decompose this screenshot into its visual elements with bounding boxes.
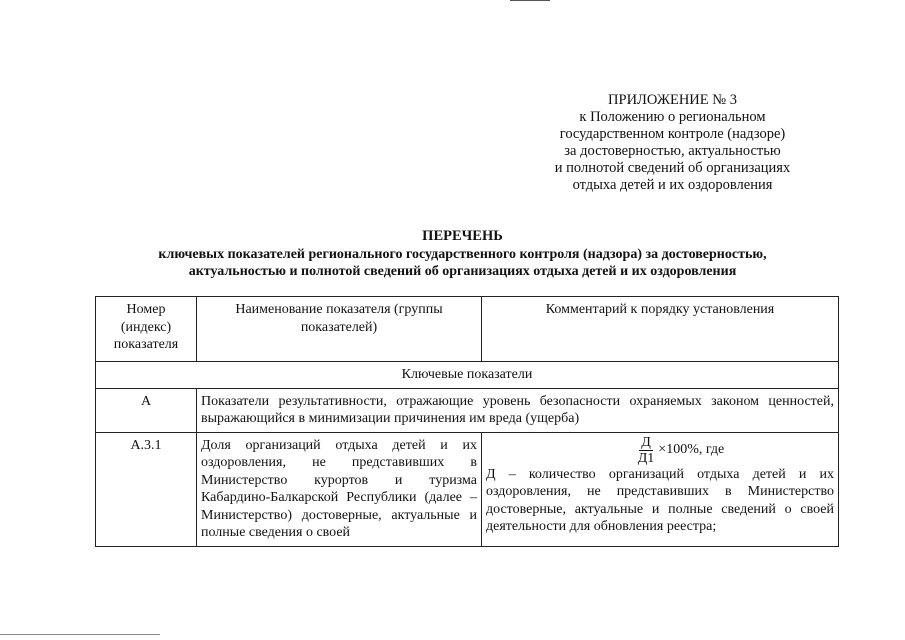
header-index: Номер (индекс) показателя bbox=[96, 297, 197, 362]
row-index: А.3.1 bbox=[96, 432, 197, 546]
page-bottom-mark bbox=[0, 634, 160, 636]
row-text: Показатели результативности, отражающие уровень безопасности охраняемых законом ценностей, выражающийся в минимизации причинения им вреда (ущерба) bbox=[197, 388, 839, 432]
section-title: Ключевые показатели bbox=[96, 362, 839, 389]
formula bbox=[486, 435, 834, 466]
page-top-mark bbox=[510, 0, 550, 4]
table-header-row bbox=[96, 297, 839, 362]
row-comment-cell bbox=[482, 432, 839, 546]
section-row bbox=[96, 362, 839, 389]
title-subline: актуальностью и полнотой сведений об организациях отдыха детей и их оздоровления bbox=[188, 264, 737, 279]
formula-fraction bbox=[636, 435, 657, 466]
appendix-line: и полнотой сведений об организациях bbox=[554, 160, 791, 176]
table-row bbox=[96, 432, 839, 546]
formula-denominator: Д1 bbox=[637, 450, 655, 466]
appendix-header bbox=[540, 92, 805, 194]
table-row bbox=[96, 388, 839, 432]
indicators-table bbox=[95, 296, 839, 547]
appendix-line: ПРИЛОЖЕНИЕ № 3 bbox=[608, 92, 737, 108]
formula-numerator: Д bbox=[641, 434, 651, 450]
row-comment: Д – количество организаций отдыха детей и их оздоровления, не представивших в Министерство достоверные, актуальные и полные сведений о своей деятельности для обновления реестра; bbox=[486, 466, 834, 534]
appendix-line: государственном контроле (надзоре) bbox=[559, 126, 786, 142]
formula-suffix: ×100%, где bbox=[658, 442, 725, 458]
title-subline: ключевых показателей регионального государственного контроля (надзора) за достоверностью, bbox=[158, 246, 767, 262]
header-comment: Комментарий к порядку установления bbox=[482, 297, 839, 362]
title-main: ПЕРЕЧЕНЬ bbox=[422, 228, 503, 244]
appendix-line: к Положению о региональном bbox=[579, 109, 766, 125]
row-index: А bbox=[96, 388, 197, 432]
row-name: Доля организаций отдыха детей и их оздоровления, не представивших в Министерство курортов и туризма Кабардино-Балкарской Республики (далее – Министерство) достоверные, актуальные и полные сведения о своей bbox=[197, 432, 482, 546]
header-name: Наименование показателя (группы показателей) bbox=[197, 297, 482, 362]
appendix-line: отдыха детей и их оздоровления bbox=[572, 177, 773, 193]
appendix-line: за достоверностью, актуальностью bbox=[564, 143, 781, 159]
document-title bbox=[95, 228, 830, 281]
